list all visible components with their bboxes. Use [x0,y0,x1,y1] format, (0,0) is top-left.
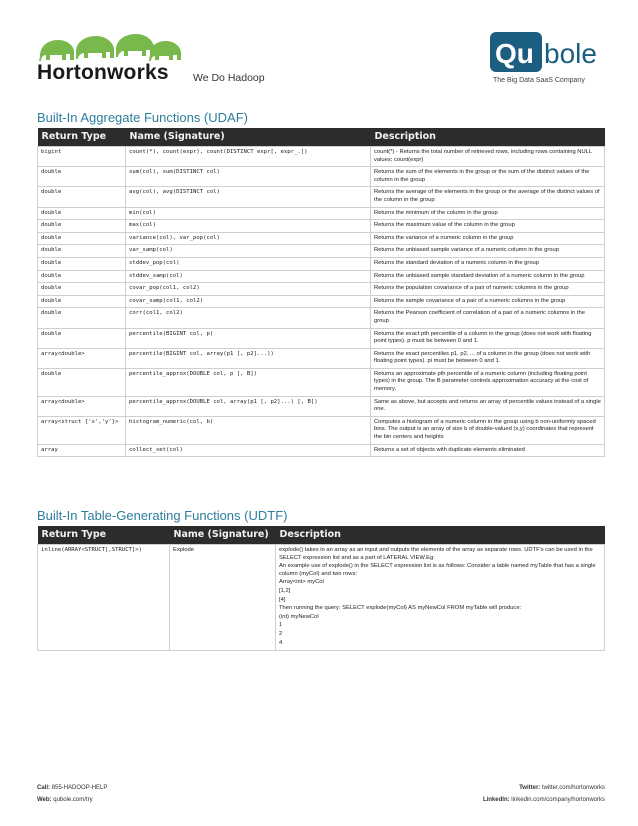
cell-signature: avg(col), avg(DISTINCT col) [126,187,371,207]
cell-return-type: double [38,232,126,245]
cell-signature: stddev_pop(col) [126,257,371,270]
cell-signature: covar_samp(col1, col2) [126,295,371,308]
cell-return-type: double [38,328,126,348]
cell-description: Returns the exact pth percentile of a column in the group (does not work with floating point types). p must be between 0 and 1. [371,328,605,348]
footer-linkedin: LinkedIn: linkedin.com/company/hortonworks [482,797,605,803]
cell-description: Returns the variance of a numeric column in the group [371,232,605,245]
cell-return-type: double [38,368,126,396]
description-line: An example use of explode() in the SELECT expression list is as follows: Consider a table named myTable that has a single column (myCol) and two rows: [279,563,596,577]
cell-return-type: array<double> [38,396,126,416]
cell-signature: max(col) [126,220,371,233]
header-return-type: Return Type [38,128,126,147]
cell-signature: percentile_approx(DOUBLE col, array(p1 [, p2]...) [, B]) [126,396,371,416]
table-row [38,283,605,296]
cell-return-type: double [38,245,126,258]
cell-return-type: double [38,308,126,328]
cell-return-type: array<struct {'x','y'}> [38,416,126,444]
description-line: Then running the query: SELECT explode(myCol) AS myNewCol FROM myTable will produce: [279,605,522,612]
cell-return-type: array<double> [38,348,126,368]
table-row [38,220,605,233]
linkedin-link[interactable]: linkedin.com/company/hortonworks [511,797,605,803]
table-row [38,348,605,368]
table-row [38,245,605,258]
qubole-tagline: The Big Data SaaS Company [493,77,585,84]
cell-description: Returns the unbiased sample standard deviation of a numeric column in the group [371,270,605,283]
cell-signature: percentile(BIGINT col, array(p1 [, p2]...)) [126,348,371,368]
description-line: (int) myNewCol [279,613,319,620]
cell-description: count(*) - Returns the total number of retrieved rows, including rows containing NULL values; count(expr) [371,147,605,167]
cell-return-type: double [38,257,126,270]
udtf-header-row [38,526,605,545]
cell-signature: covar_pop(col1, col2) [126,283,371,296]
cell-description: Returns the standard deviation of a numeric column in the group [371,257,605,270]
cell-description: Returns the maximum value of the column in the group [371,220,605,233]
table-row [38,232,605,245]
cell-signature: percentile_approx(DOUBLE col, p [, B]) [126,368,371,396]
cell-description [276,545,605,651]
udtf-table [37,526,605,651]
table-row [38,545,605,651]
footer-twitter: Twitter: twitter.com/hortonworks [519,785,605,791]
twitter-link[interactable]: twitter.com/hortonworks [541,785,605,791]
cell-signature: Explode [170,545,276,651]
cell-description: Returns the average of the elements in the group or the average of the distinct values of the column in the group [371,187,605,207]
hortonworks-wordmark: Hortonworks [37,61,169,84]
description-line: [1,2] [279,587,291,594]
cell-signature: count(*), count(expr), count(DISTINCT expr[, expr_.]) [126,147,371,167]
footer-web: Web: qubole.com/try [37,797,93,803]
table-row [38,147,605,167]
header-name-signature: Name (Signature) [126,128,371,147]
web-link[interactable]: qubole.com/try [53,797,93,803]
cell-description: Returns the minimum of the column in the group [371,207,605,220]
header-description: Description [371,128,605,147]
cell-description: Returns the sum of the elements in the group or the sum of the distinct values of the column in the group [371,167,605,187]
header-name-signature: Name (Signature) [170,526,276,545]
cell-description: Returns the Pearson coefficient of correlation of a pair of a numeric columns in the group [371,308,605,328]
cell-signature: min(col) [126,207,371,220]
table-row [38,270,605,283]
header-return-type: Return Type [38,526,170,545]
table-row [38,295,605,308]
footer-call: Call: 855-HADOOP-HELP [37,785,108,791]
qubole-logo-bole: bole [544,38,597,69]
cell-return-type: double [38,270,126,283]
description-line: [4] [279,596,286,603]
cell-signature: var_samp(col) [126,245,371,258]
cell-description: Returns the sample covariance of a pair of a numeric columns in the group [371,295,605,308]
table-row [38,167,605,187]
table-row [38,328,605,348]
cell-signature: percentile(BIGINT col, p) [126,328,371,348]
description-line: 4 [279,639,283,646]
cell-return-type: array [38,444,126,457]
table-row [38,368,605,396]
table-row [38,308,605,328]
cell-description: Returns the population covariance of a pair of numeric columns in the group [371,283,605,296]
hortonworks-tagline: We Do Hadoop [193,72,265,84]
cell-signature: stddev_samp(col) [126,270,371,283]
cell-return-type: double [38,207,126,220]
description-line: Array<int> myCol [279,579,324,586]
cell-description: Same as above, but accepts and returns an array of percentile values instead of a single one. [371,396,605,416]
udaf-section-title: Built-In Aggregate Functions (UDAF) [37,110,248,125]
description-line: 2 [279,630,283,637]
table-row [38,257,605,270]
udtf-section-title: Built-In Table-Generating Functions (UDTF) [37,508,288,523]
header-description: Description [276,526,605,545]
table-row [38,444,605,457]
table-row [38,207,605,220]
footer-social [483,782,605,806]
table-row [38,187,605,207]
cell-return-type: double [38,220,126,233]
description-line: 1 [279,622,283,629]
cell-return-type: inline(ARRAY<STRUCT[,STRUCT]>) [38,545,170,651]
cell-return-type: double [38,167,126,187]
table-row [38,416,605,444]
header [0,0,638,100]
footer-contact [37,782,107,806]
cell-description: Computes a histogram of a numeric column in the group using b non-uniformly spaced bins. The output is an array of size b of double-valued (x,y) coordinates that represent the bin centers and heights [371,416,605,444]
udaf-header-row [38,128,605,147]
cell-signature: collect_set(col) [126,444,371,457]
cell-return-type: double [38,187,126,207]
cell-return-type: bigint [38,147,126,167]
cell-signature: histogram_numeric(col, b) [126,416,371,444]
description-line: explode() takes in an array as an input and outputs the elements of the array as separate rows. UDTF's can be used in the SELECT expression list and as a part of LATERAL VIEW.Eg: [279,547,593,561]
cell-signature: corr(col1, col2) [126,308,371,328]
table-row [38,396,605,416]
cell-signature: sum(col), sum(DISTINCT col) [126,167,371,187]
phone-number: 855-HADOOP-HELP [51,785,108,791]
qubole-logo-qu: Qu [495,38,534,69]
cell-return-type: double [38,295,126,308]
cell-signature: variance(col), var_pop(col) [126,232,371,245]
cell-description: Returns a set of objects with duplicate elements eliminated [371,444,605,457]
cell-description: Returns the unbiased sample variance of a numeric column in the group [371,245,605,258]
udaf-table [37,128,605,457]
cell-return-type: double [38,283,126,296]
cell-description: Returns the exact percentiles p1, p2, ... of a column in the group (does not work with floating point types). pi must be between 0 and 1. [371,348,605,368]
cell-description: Returns an approximate pth percentile of a numeric column (including floating point types) in the group. The B parameter controls approximation accuracy at the cost of memory. [371,368,605,396]
